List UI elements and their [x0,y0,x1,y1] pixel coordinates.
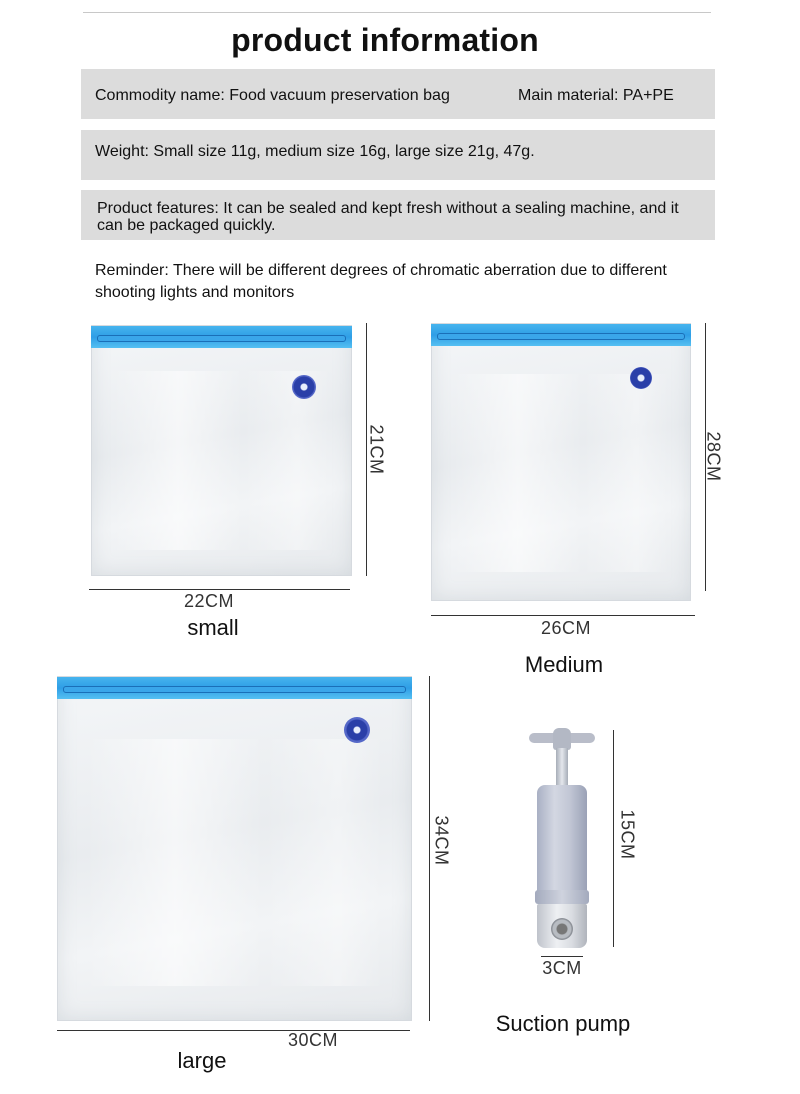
medium-width-label: 26CM [540,618,591,638]
zipper-strip [57,677,412,699]
large-caption: large [177,1048,227,1073]
large-width-line [57,1030,410,1031]
pump-height-line [613,730,614,947]
zipper-strip [91,326,352,348]
valve-icon [292,375,316,399]
small-height-label: 21CM [366,424,387,475]
valve-icon [344,717,370,743]
pump-ring [535,890,589,904]
large-bag-image [57,676,412,1021]
page-title: product information [231,22,539,58]
small-width-label: 22CM [183,591,234,611]
reminder-text: Reminder: There will be different degrees of chromatic aberration due to different shooting lights and monitors [95,262,667,301]
pump-body [537,785,587,895]
pump-width-line [541,956,583,957]
small-caption: small [187,615,239,640]
pump-valve-icon [551,918,573,940]
large-height-label: 34CM [431,815,452,866]
pump-handle-knob [553,728,571,750]
valve-icon [630,367,652,389]
pump-height-label: 15CM [617,809,638,860]
medium-height-label: 28CM [703,431,724,482]
pump-caption: Suction pump [495,1011,631,1036]
zipper-strip [431,324,691,346]
top-divider [83,12,711,13]
info-row-weight [81,130,715,180]
info-row-name-material [81,69,715,119]
features-text: Product features: It can be sealed and kept fresh without a sealing machine, and it can be packaged quickly. [97,200,679,234]
main-material: Main material: PA+PE [518,87,674,104]
commodity-name: Commodity name: Food vacuum preservation bag [95,87,450,104]
small-bag-image [91,325,352,576]
medium-bag-image [431,323,691,601]
small-width-line [89,589,350,590]
large-width-label: 30CM [287,1030,338,1050]
pump-width-label: 3CM [542,958,582,978]
medium-caption: Medium [524,652,604,677]
medium-width-line [431,615,695,616]
info-row-features [81,190,715,240]
weight-text: Weight: Small size 11g, medium size 16g, large size 21g, 47g. [95,143,535,160]
pump-rod [556,748,568,788]
